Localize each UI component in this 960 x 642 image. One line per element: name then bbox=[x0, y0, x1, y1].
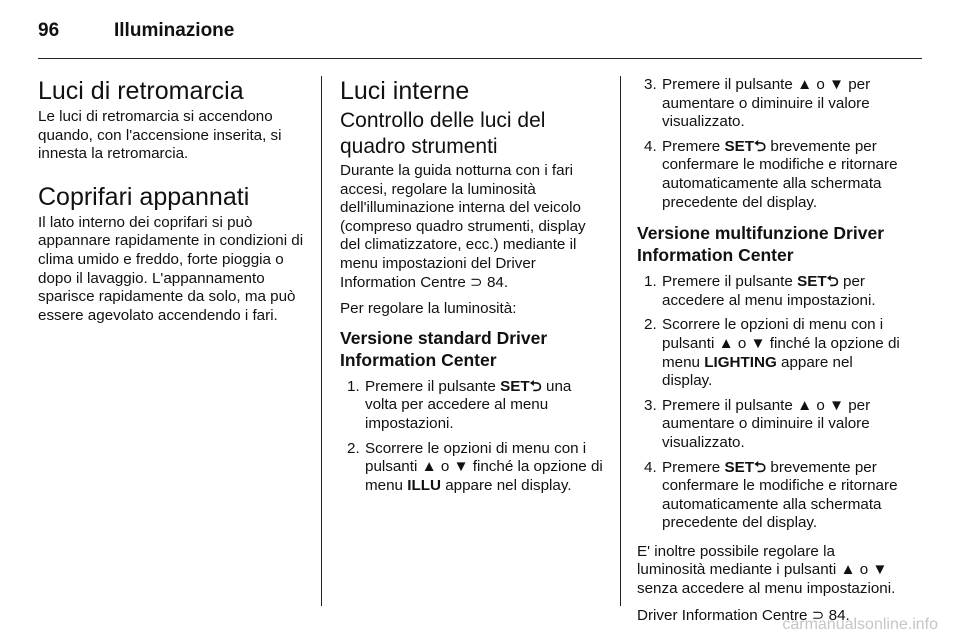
paragraph-dic-reference: Driver Information Centre ⊃ 84. bbox=[637, 606, 850, 624]
page-header bbox=[38, 20, 234, 42]
list-item: 3. Premere il pulsante ▲ o ▼ per aumentare o diminuire il valore visualizzato. bbox=[644, 396, 871, 451]
chapter-title: Illuminazione bbox=[114, 20, 235, 41]
steps-multifunzione bbox=[637, 273, 904, 533]
list-item: 4. Premere SET⮌ brevemente per confermare le modifiche e ritornare automaticamente alla schermata precedente del display. bbox=[644, 137, 898, 211]
column-divider-1 bbox=[321, 76, 322, 606]
page-number: 96 bbox=[38, 20, 60, 41]
steps-standard-continued bbox=[637, 76, 904, 212]
heading-coprifari-appannati: Coprifari appannati bbox=[38, 182, 250, 211]
list-item: 4. Premere SET⮌ brevemente per confermare le modifiche e ritornare automaticamente alla schermata precedente del display. bbox=[644, 458, 898, 532]
header-rule bbox=[38, 58, 922, 59]
heading-controllo-luci: Controllo delle luci del quadro strumenti bbox=[340, 109, 546, 158]
paragraph-intro: Durante la guida notturna con i fari accesi, regolare la luminosità dell'illuminazione interna del veicolo (compreso quadro strumenti, display del climatizzatore, ecc.) mediante il menu impostazioni del Driver Information Centre ⊃ 84. bbox=[340, 162, 586, 291]
list-item: 2. Scorrere le opzioni di menu con i pulsanti ▲ o ▼ finché la opzione di menu LIGHTING appare nel display. bbox=[644, 316, 900, 390]
paragraph-retromarcia: Le luci di retromarcia si accendono quando, con l'accensione inserita, si innesta la retromarcia. bbox=[38, 108, 282, 163]
column-divider-2 bbox=[620, 76, 621, 606]
heading-luci-retromarcia: Luci di retromarcia bbox=[38, 77, 244, 105]
heading-luci-interne: Luci interne bbox=[340, 77, 470, 105]
heading-versione-standard: Versione standard Driver Information Center bbox=[340, 327, 548, 370]
paragraph-appannati: Il lato interno dei coprifari si può appannare rapidamente in condizioni di clima umido e freddo, forte pioggia o dopo il lavaggio. L'appannamento sparisce rapidamente da solo, ma può essere agevolato accendendo i fari. bbox=[38, 213, 304, 324]
list-item: 1. Premere il pulsante SET⮌ per accedere al menu impostazioni. bbox=[644, 273, 876, 309]
heading-versione-multifunzione: Versione multifunzione Driver Information Center bbox=[637, 223, 884, 266]
watermark: carmanualsonline.info bbox=[782, 616, 938, 633]
column-middle bbox=[340, 76, 606, 505]
steps-standard bbox=[340, 378, 606, 496]
list-item: 2. Scorrere le opzioni di menu con i pulsanti ▲ o ▼ finché la opzione di menu ILLU appare nel display. bbox=[347, 439, 603, 494]
list-item: 3. Premere il pulsante ▲ o ▼ per aumentare o diminuire il valore visualizzato. bbox=[644, 76, 871, 131]
column-right bbox=[637, 76, 904, 633]
column-left bbox=[38, 76, 306, 333]
paragraph-inoltre: E' inoltre possibile regolare la luminosità mediante i pulsanti ▲ o ▼ senza accedere al menu impostazioni. bbox=[637, 542, 896, 598]
paragraph-regolare: Per regolare la luminosità: bbox=[340, 300, 517, 318]
list-item: 1. Premere il pulsante SET⮌ una volta per accedere al menu impostazioni. bbox=[347, 377, 572, 432]
